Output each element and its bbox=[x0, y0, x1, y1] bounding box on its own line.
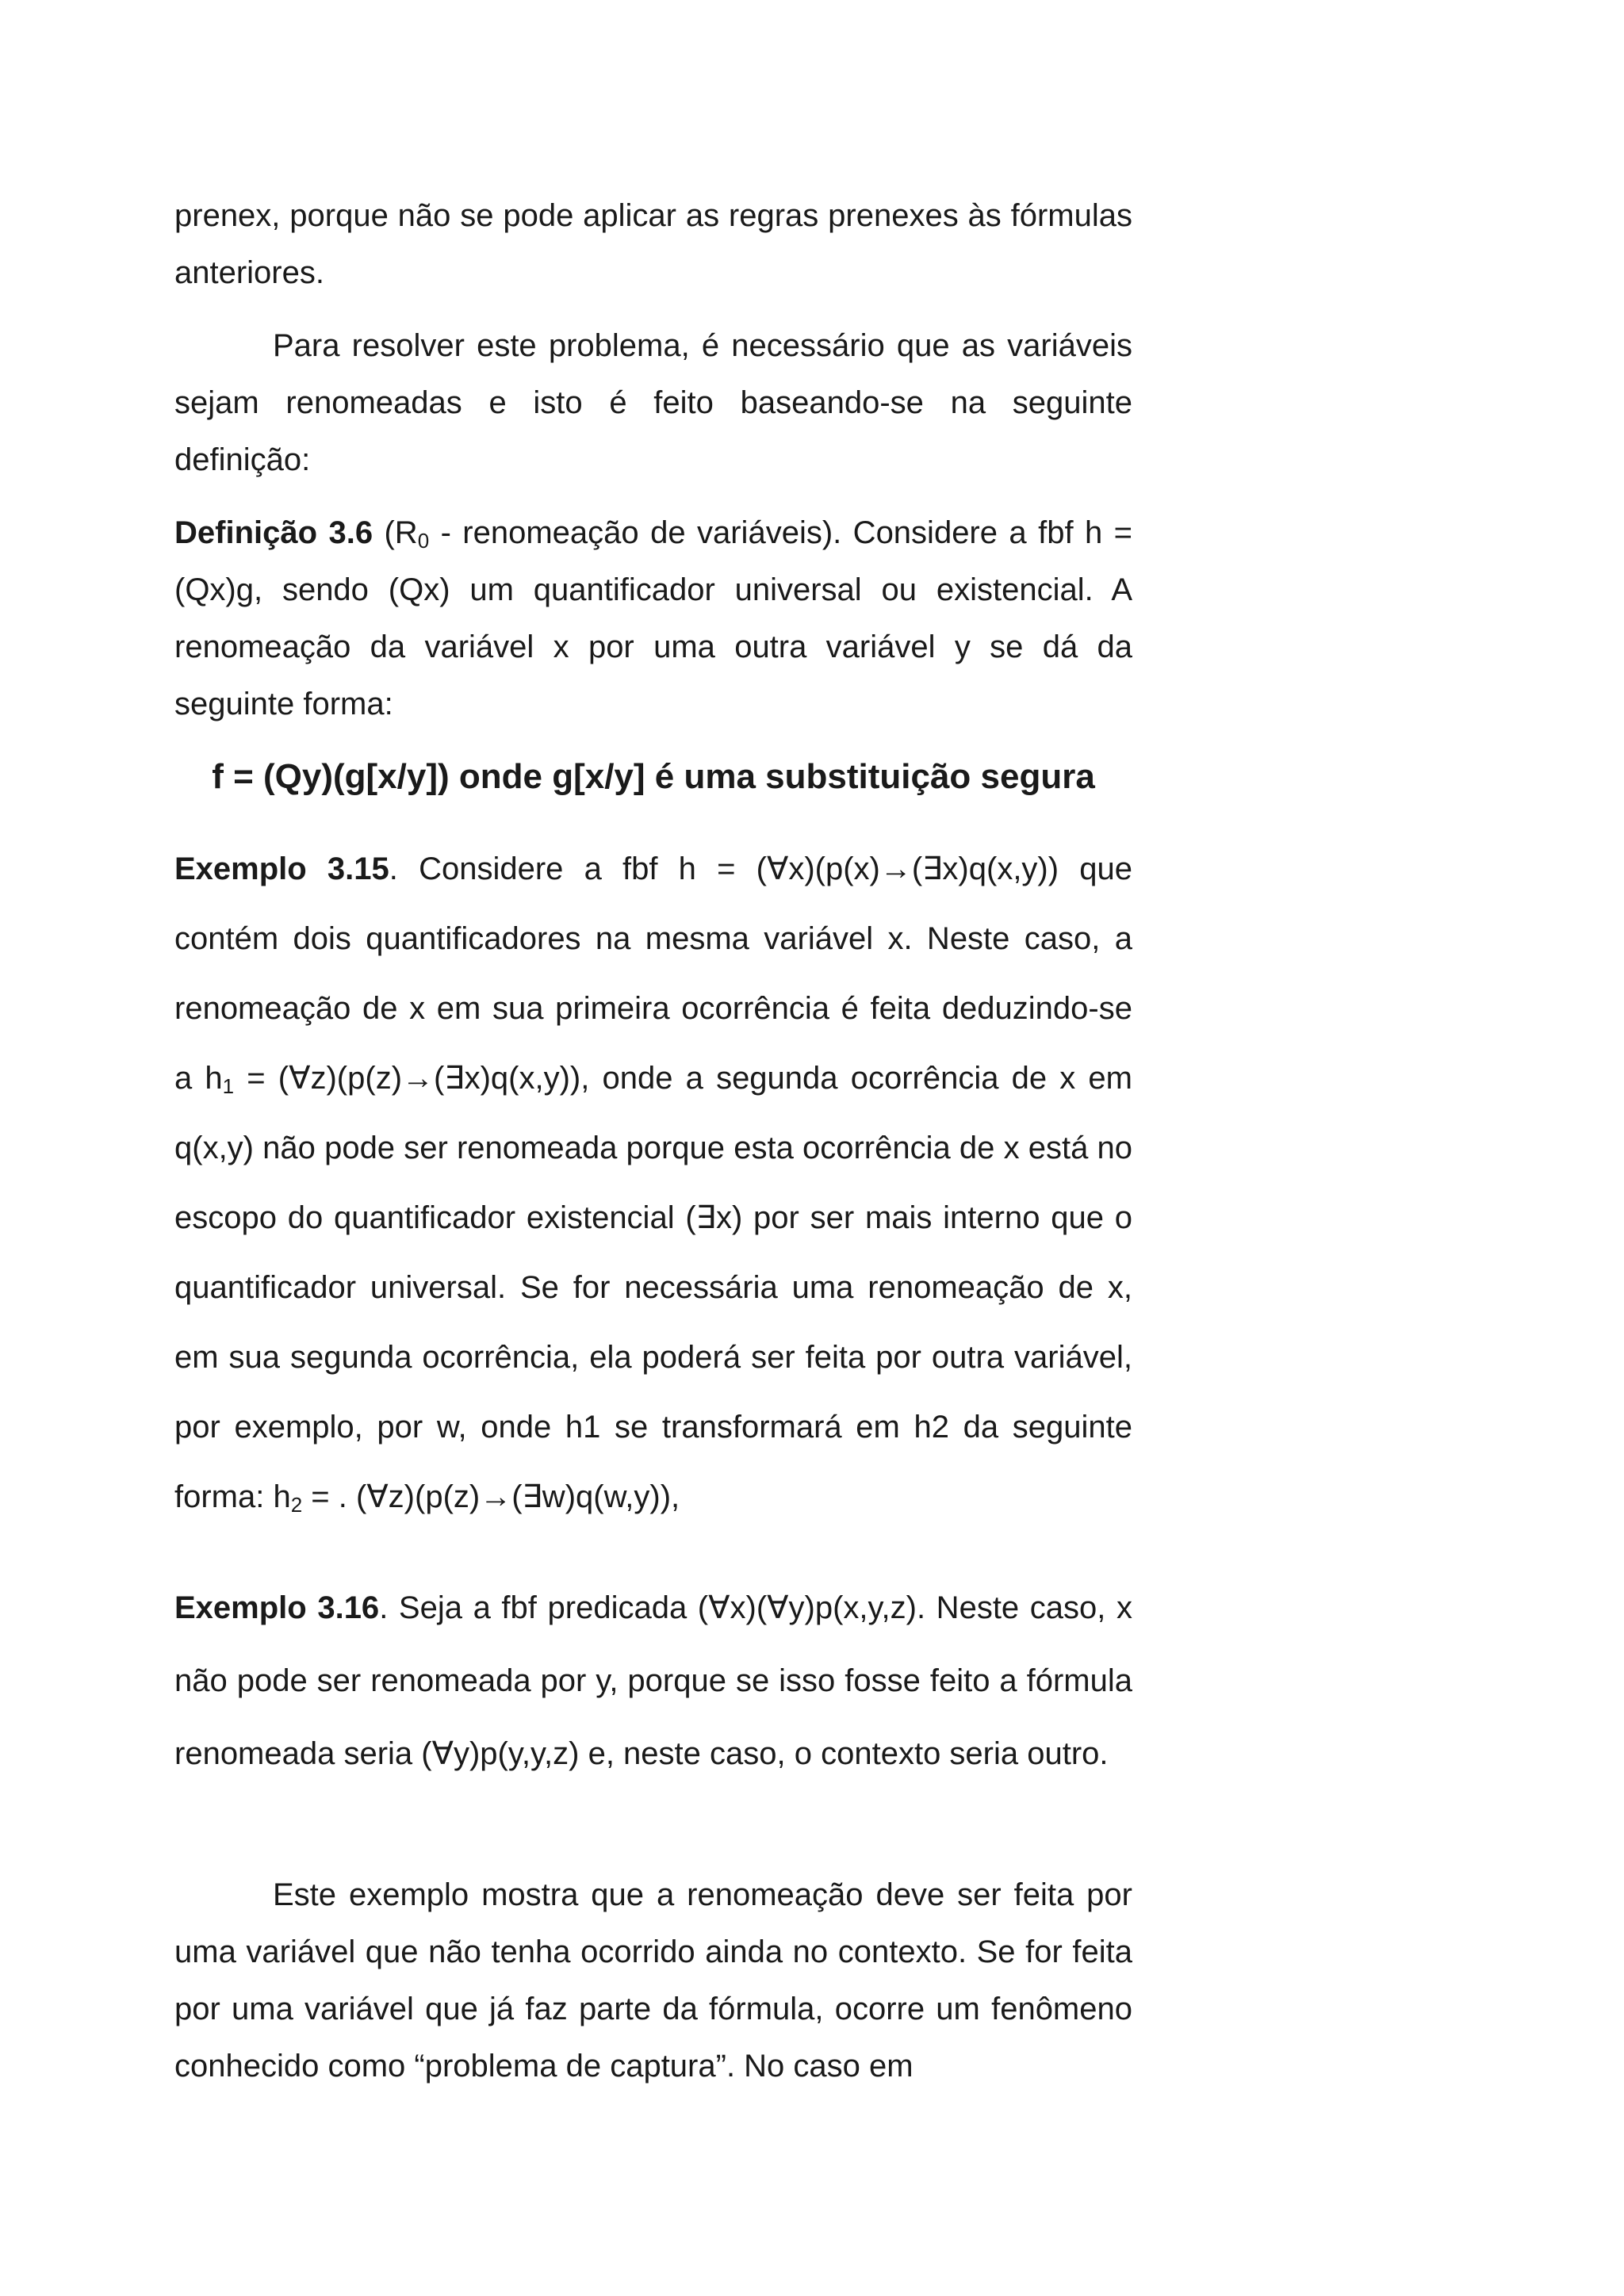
example-3-16-text: . Seja a fbf predicada (∀x)(∀y)p(x,y,z). Neste caso, x não pode ser renomeada por y, porque se isso fosse feito a fórmula renomeada seria (∀y)p(y,y,z) e, neste caso, o contexto seria outro. bbox=[174, 1590, 1133, 1771]
example-3-15-text-1: . Considere a fbf h = (∀x)(p(x)→(∃x)q(x,y)) que contém dois quantificadores na mesma variável x. Neste caso, a renomeação de x em sua primeira ocorrência é feita deduzindo-se a h bbox=[174, 851, 1132, 1096]
example-3-15-text-2: = (∀z)(p(z)→(∃x)q(x,y)), onde a segunda ocorrência de x em q(x,y) não pode ser renomeada porque esta ocorrência de x está no escopo do quantificador existencial (∃x) por ser mais interno que o quantificador universal. Se for necessária uma renomeação de x, em sua segunda ocorrência, ela poderá ser feita por outra variável, por exemplo, por w, onde h1 se transformará em h2 da seguinte forma: h bbox=[174, 1061, 1132, 1514]
definition-text-rest: - renomeação de variáveis). Considere a fbf h = (Qx)g, sendo (Qx) um quantificador universal ou existencial. A renomeação da variável x por uma outra variável y se dá da seguinte forma: bbox=[174, 515, 1132, 721]
example-3-16-label: Exemplo 3.16 bbox=[174, 1590, 380, 1625]
definition-subscript: 0 bbox=[417, 529, 430, 553]
example-3-15 bbox=[174, 834, 1132, 1532]
definition-label: Definição 3.6 bbox=[174, 515, 373, 550]
example-3-15-label: Exemplo 3.15 bbox=[174, 851, 389, 886]
paragraph-prenex-text: prenex, porque não se pode aplicar as regras prenexes às fórmulas anteriores. bbox=[174, 198, 1132, 290]
example-3-16 bbox=[174, 1571, 1132, 1790]
renaming-formula-text: f = (Qy)(g[x/y]) onde g[x/y] é uma substituição segura bbox=[212, 757, 1095, 796]
renaming-formula bbox=[174, 748, 1132, 806]
example-3-15-text-3: = . (∀z)(p(z)→(∃w)q(w,y)), bbox=[302, 1479, 680, 1514]
definition-text-start: (R bbox=[373, 515, 418, 550]
example-3-15-subscript-2: 2 bbox=[290, 1493, 303, 1517]
example-3-15-subscript-1: 1 bbox=[222, 1074, 235, 1098]
paragraph-capture-problem-text: Este exemplo mostra que a renomeação deve ser feita por uma variável que não tenha ocorrido ainda no contexto. Se for feita por uma variável que já faz parte da fórmula, ocorre um fenômeno conhecido como “problema de captura”. No caso em bbox=[174, 1877, 1132, 2084]
paragraph-prenex bbox=[174, 187, 1132, 301]
paragraph-renaming-intro-text: Para resolver este problema, é necessário que as variáveis sejam renomeadas e isto é feito baseando-se na seguinte definição: bbox=[174, 328, 1132, 477]
paragraph-capture-problem bbox=[174, 1866, 1132, 2095]
definition-3-6 bbox=[174, 504, 1132, 733]
paragraph-renaming-intro bbox=[174, 317, 1132, 488]
